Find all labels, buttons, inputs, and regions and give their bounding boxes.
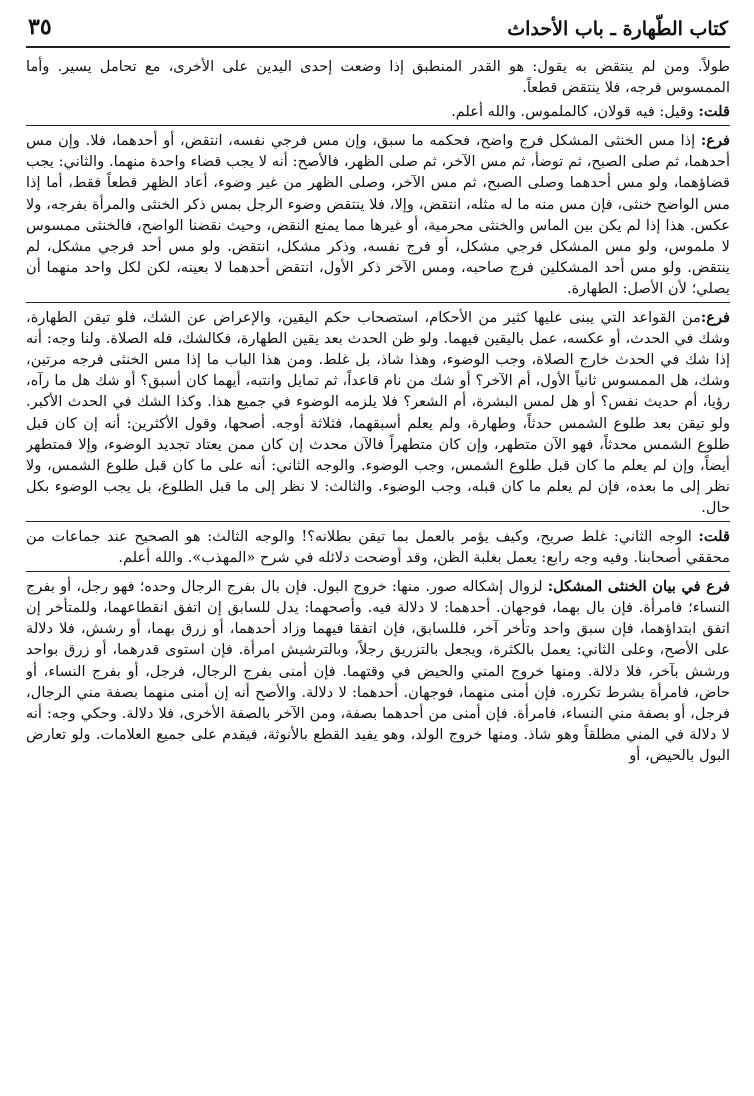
paragraph-branch: [26, 576, 730, 766]
page-header: [26, 14, 730, 48]
note-label: قلت:: [698, 103, 730, 121]
paragraph-branch: [26, 130, 730, 299]
page-number: ٣٥: [28, 14, 52, 40]
paragraph-continued: [26, 56, 730, 98]
paragraph-text: وقيل: فيه قولان، كالملموس. والله أعلم.: [451, 103, 699, 121]
paragraph-text: لزوال إشكاله صور. منها: خروج البول. فإن بال بفرج الرجال وحده؛ فهو رجل، أو بفرج النساء؛ فامرأة. فإن بال بهما، فوجهان. أحدهما: لا دلالة فيه. وأصحهما: يدل للسابق إن اتفق انقطاعهما، وللمتأخر إن اتفق ابتداؤهما، فإن سبق واحد وتأخر آخر، فللسابق، فإن اتفقا فيهما وزاد أحدهما، أو زرق بهما، أو رشش، فلا دلالة على الأصح، وعلى الثاني: يعمل بالكثرة، ويجعل بالتزريق رجلاً، وبالترشيش امرأة. فإن استوى قدرهما، أو زرق بواحد ورشش بآخر، فلا دلالة. ومنها خروج المني والحيض في وقتهما. فإن أمنى بفرج الرجال، فرجل، أو بفرج النساء، أو حاض، فامرأة بشرط تكرره. فإن أمنى منهما، فوجهان. أحدهما: لا دلالة. والأصح أنه إن أمنى منهما بصفة مني الرجال، فرجل، أو بصفة مني النساء، فامرأة. فإن أمنى من أحدهما بصفة، ومن الآخر بالصفة الأخرى، فلا دلالة. وحكي وجه: أنه لا دلالة في المني مطلقاً وهو شاذ. ومنها خروج الولد، وهو يفيد القطع بالأنوثة، فيقدم على جميع العلامات. ولو تعارض البول بالحيض، أو: [26, 578, 730, 764]
section-divider: [26, 125, 730, 126]
paragraph-branch: [26, 307, 730, 518]
paragraph-text: من القواعد التي يبنى عليها كثير من الأحكام، استصحاب حكم اليقين، والإعراض عن الشك، فلو تيقن الطهارة، وشك في الحدث، أو عكسه، عمل باليقين فيهما. ولو ظن الحدث بعد يقين الطهارة، فكالشك، فله الصلاة. ولنا وجه: أنه إذا شك في الحدث خارج الصلاة، وجب الوضوء، وهذا شاذ، بل غلط. ومن هذا الباب ما إذا مس الخنثى فرجه مرتين، وشك، هل الممسوس ثانياً الأول، أم الآخر؟ أو شك من نام قاعداً، ثم تمايل وانتبه، أيهما كان أسبق؟ أو شك هل ما رآه، رؤيا، أم حديث نفس؟ أو هل لمس البشرة، أم الشعر؟ فلا يلزمه الوضوء في جميع هذا. وكذا الشك في الحدث الأكبر. ولو تيقن بعد طلوع الشمس حدثاً، وطهارة، ولم يعلم أسبقهما، فثلاثة أوجه. أصحها، وقول الأكثرين: أنه إن كان قبل طلوع الشمس محدثاً، فهو الآن متطهر، وإن كان متطهراً فالآن محدث إن كان ممن يعتاد تجديد الوضوء، وإلا فمتطهر أيضاً، وإن لم يعلم ما كان قبل طلوع الشمس، وجب الوضوء. والوجه الثاني: أنه على ما كان قبل طلوع الشمس، ولا نظر إلى ما بعده، فإن لم يعلم ما كان قبله، وجب الوضوء. والثالث: لا نظر إلى ما قبل الطلوع، بل يجب الوضوء بكل حال.: [26, 309, 730, 516]
page-body: [26, 56, 730, 766]
branch-label: فرع:: [700, 132, 730, 150]
section-divider: [26, 302, 730, 303]
book-page: [26, 14, 730, 1084]
paragraph-text: الوجه الثاني: غلط صريح، وكيف يؤمر بالعمل بما تيقن بطلانه؟! والوجه الثالث: هو الصحيح عند جماعات من محققي أصحابنا. وفيه وجه رابع: يعمل بغلبة الظن، وقد أوضحت دلائله في شرح «المهذب». والله أعلم.: [26, 527, 730, 567]
section-divider: [26, 521, 730, 522]
paragraph-text: إذا مس الخنثى المشكل فرج واضح، فحكمه ما سبق، وإن مس فرجي نفسه، انتقض، أو أحدهما، فلا. وإن مس أحدهما، ثم صلى الصبح، ثم توضأ، ثم مس الآخر، ثم صلى الظهر، فالأصح: أنه لا يجب قضاء واحدة منهما. والثاني: يجب قضاؤهما، ولو مس أحدهما وصلى الصبح، ثم مس الآخر، وصلى الظهر من غير وضوء، أعاد الظهر قطعاً فقط، أما إذا مس الواضح خنثى، فإن مس منه ما له مثله، انتقض، وإلا، فلا ينتقض وضوء الرجل بمس ذكر الخنثى والمرأة بفرجه، ولا عكس. هذا إذا لم يكن بين الماس والخنثى محرمية، أو غيرها مما يمنع النقض، وحيث نقضنا الواضح، فالخنثى ممسوس لا ملموس، ولو مس المشكل فرجي مشكل، أو فرج نفسه، وذكر مشكل، انتقض. ولو مس أحد فرجي مشكل، لم ينتقض. ولو مس أحد المشكلين فرج صاحبه، ومس الآخر ذكر الأول، انتقض أحدهما لا بعينه، لكن لكل واحد منهما أن يصلي؛ لأن الأصل: الطهارة.: [26, 132, 730, 297]
branch-label: فرع:: [700, 309, 730, 327]
running-title: كتاب الطّهارة ـ باب الأحداث: [507, 18, 728, 40]
paragraph-note: [26, 526, 730, 568]
note-label: قلت:: [698, 527, 730, 545]
paragraph-text: طولاً. ومن لم ينتقض به يقول: هو القدر المنطبق إذا وضعت إحدى اليدين على الأخرى، مع تحامل يسير. وأما الممسوس فرجه، فلا ينتقض قطعاً.: [26, 58, 730, 97]
section-divider: [26, 571, 730, 572]
paragraph-note: [26, 101, 730, 122]
branch-label: فرع في بيان الخنثى المشكل:: [547, 578, 730, 596]
